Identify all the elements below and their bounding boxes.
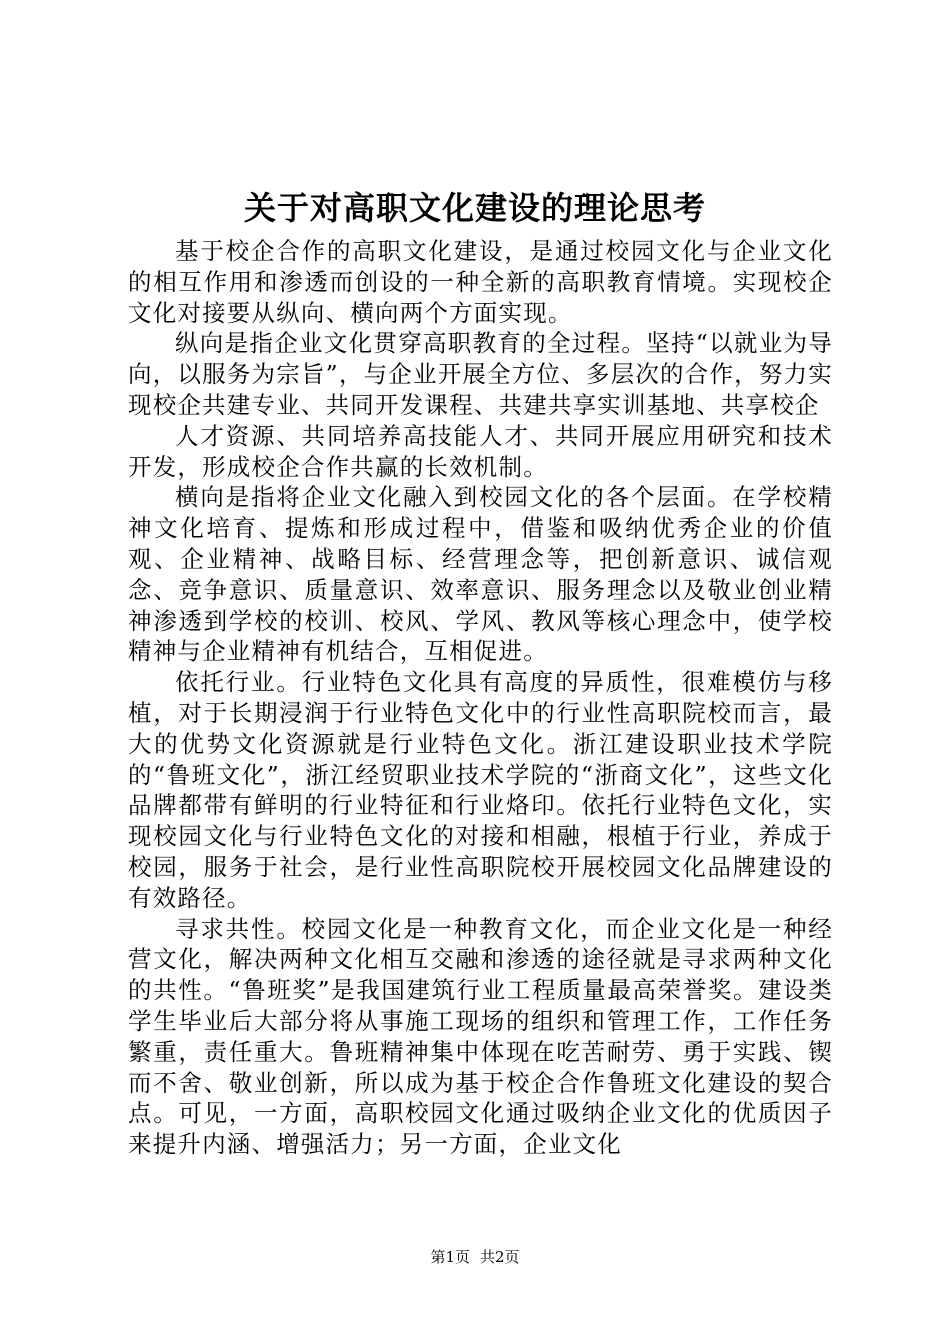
page-number: 第1页: [430, 1248, 470, 1266]
paragraph: 基于校企合作的高职文化建设，是通过校园文化与企业文化的相互作用和渗透而创设的一种全新的高职教育情境。实现校企文化对接要从纵向、横向两个方面实现。: [128, 237, 833, 327]
paragraph: 人才资源、共同培养高技能人才、共同开展应用研究和技术开发，形成校企合作共赢的长效机制。: [128, 421, 833, 481]
page-total: 共2页: [480, 1248, 520, 1266]
paragraph: 依托行业。行业特色文化具有高度的异质性，很难模仿与移植，对于长期浸润于行业特色文化中的行业性高职院校而言，最大的优势文化资源就是行业特色文化。浙江建设职业技术学院的“鲁班文化”，浙江经贸职业技术学院的“浙商文化”，这些文化品牌都带有鲜明的行业特征和行业烙印。依托行业特色文化，实现校园文化与行业特色文化的对接和相融，根植于行业，养成于校园，服务于社会，是行业性高职院校开展校园文化品牌建设的有效路径。: [128, 668, 833, 912]
paragraph: 纵向是指企业文化贯穿高职教育的全过程。坚持“以就业为导向，以服务为宗旨”，与企业开展全方位、多层次的合作，努力实现校企共建专业、共同开发课程、共建共享实训基地、共享校企: [128, 329, 833, 419]
page-footer: [0, 1247, 950, 1267]
document-body: [128, 236, 833, 1160]
paragraph: 横向是指将企业文化融入到校园文化的各个层面。在学校精神文化培育、提炼和形成过程中，借鉴和吸纳优秀企业的价值观、企业精神、战略目标、经营理念等，把创新意识、诚信观念、竞争意识、质量意识、效率意识、服务理念以及敬业创业精神渗透到学校的校训、校风、学风、教风等核心理念中，使学校精神与企业精神有机结合，互相促进。: [128, 483, 833, 666]
paragraph: 寻求共性。校园文化是一种教育文化，而企业文化是一种经营文化，解决两种文化相互交融和渗透的途径就是寻求两种文化的共性。“鲁班奖”是我国建筑行业工程质量最高荣誉奖。建设类学生毕业后大部分将从事施工现场的组织和管理工作，工作任务繁重，责任重大。鲁班精神集中体现在吃苦耐劳、勇于实践、锲而不舍、敬业创新，所以成为基于校企合作鲁班文化建设的契合点。可见，一方面，高职校园文化通过吸纳企业文化的优质因子来提升内涵、增强活力；另一方面，企业文化: [128, 914, 833, 1159]
document-title: 关于对高职文化建设的理论思考: [243, 189, 706, 227]
